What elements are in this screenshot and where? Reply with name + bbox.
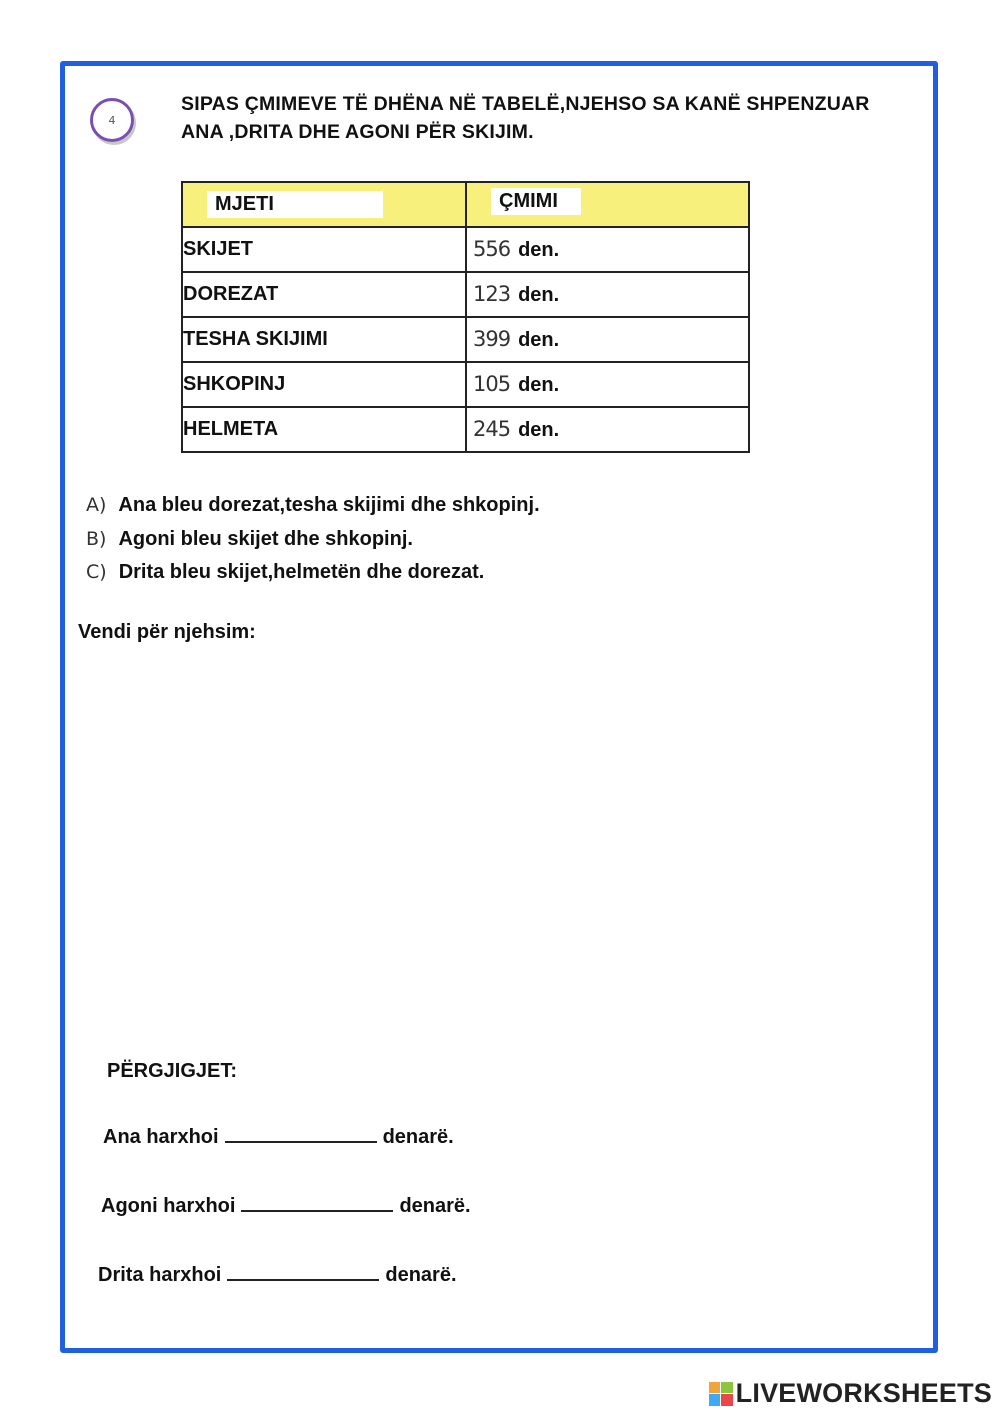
option-text: Agoni bleu skijet dhe shkopinj. — [118, 528, 413, 550]
brand-name: LIVEWORKSHEETS — [735, 1378, 992, 1408]
price-value: 245 — [473, 417, 511, 441]
work-space-label: Vendi për njehsim: — [78, 621, 256, 643]
header-label-item: MJETI — [207, 191, 383, 218]
answer-blank[interactable] — [227, 1263, 379, 1281]
option-letter: B) — [86, 528, 107, 550]
answer-suffix: denarë. — [382, 1126, 454, 1148]
answer-suffix: denarë. — [385, 1264, 457, 1286]
option-a — [86, 494, 540, 517]
answer-prefix: Agoni harxhoi — [101, 1195, 236, 1217]
option-text: Drita bleu skijet,helmetën dhe dorezat. — [118, 561, 485, 583]
price-table — [181, 181, 750, 453]
header-cell-price — [466, 182, 749, 227]
price-value: 399 — [473, 327, 511, 351]
table-row — [182, 317, 749, 362]
answer-blank[interactable] — [241, 1194, 393, 1212]
price-value: 105 — [473, 372, 511, 396]
price-value: 556 — [473, 237, 511, 261]
liveworksheets-logo — [709, 1378, 992, 1409]
price-cell — [466, 362, 749, 407]
table-row — [182, 362, 749, 407]
item-cell: DOREZAT — [182, 272, 466, 317]
answer-line-drita — [98, 1263, 457, 1287]
option-b — [86, 528, 413, 551]
item-cell: TESHA SKIJIMI — [182, 317, 466, 362]
item-cell: SHKOPINJ — [182, 362, 466, 407]
price-value: 123 — [473, 282, 511, 306]
header-label-price: ÇMIMI — [491, 188, 581, 215]
option-text: Ana bleu dorezat,tesha skijimi dhe shkopinj. — [118, 494, 540, 516]
item-cell: SKIJET — [182, 227, 466, 272]
price-unit: den. — [518, 239, 560, 261]
price-unit: den. — [518, 329, 560, 351]
option-letter: C) — [86, 561, 107, 583]
table-row — [182, 227, 749, 272]
answers-label: PËRGJIGJET: — [107, 1060, 238, 1082]
price-unit: den. — [518, 284, 560, 306]
table-row — [182, 272, 749, 317]
answer-suffix: denarë. — [399, 1195, 471, 1217]
price-unit: den. — [518, 374, 560, 396]
task-number: 4 — [108, 113, 116, 127]
price-cell — [466, 227, 749, 272]
table-row — [182, 407, 749, 452]
answer-line-ana — [103, 1125, 454, 1149]
price-cell — [466, 317, 749, 362]
answer-blank[interactable] — [225, 1125, 377, 1143]
answer-prefix: Drita harxhoi — [98, 1264, 222, 1286]
price-unit: den. — [518, 419, 560, 441]
liveworksheets-logo-icon — [709, 1382, 733, 1406]
header-cell-item — [182, 182, 466, 227]
option-letter: A) — [86, 494, 107, 516]
table-header-row — [182, 182, 749, 227]
item-cell: HELMETA — [182, 407, 466, 452]
task-number-badge — [90, 98, 134, 142]
task-instructions: SIPAS ÇMIMEVE TË DHËNA NË TABELË,NJEHSO SA KANË SHPENZUAR ANA ,DRITA DHE AGONI PËR SKIJIM. — [181, 93, 870, 143]
option-c — [86, 561, 484, 584]
price-cell — [466, 407, 749, 452]
answer-line-agoni — [101, 1194, 471, 1218]
answer-prefix: Ana harxhoi — [103, 1126, 219, 1148]
price-cell — [466, 272, 749, 317]
